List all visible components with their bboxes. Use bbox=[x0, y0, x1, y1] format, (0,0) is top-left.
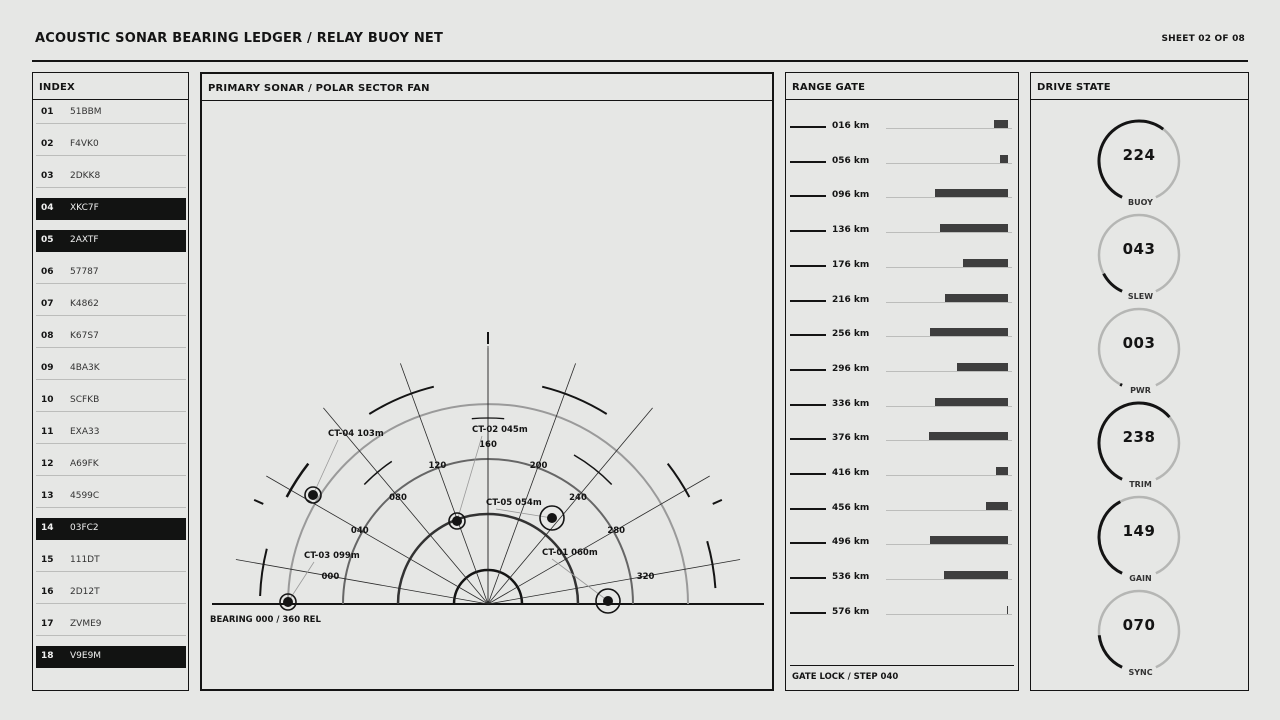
gate-row bbox=[786, 467, 1016, 481]
index-row-code: F4VK0 bbox=[70, 139, 99, 149]
index-row[interactable] bbox=[36, 262, 186, 284]
gate-label: 256 km bbox=[832, 329, 870, 340]
index-row-number: 03 bbox=[41, 171, 54, 181]
index-row-number: 17 bbox=[41, 619, 54, 629]
gate-label: 136 km bbox=[832, 225, 870, 236]
gauge-dial bbox=[1094, 210, 1184, 300]
index-row[interactable] bbox=[36, 326, 186, 348]
sector-arc bbox=[369, 387, 434, 414]
bearing-caption: BEARING 000 / 360 REL bbox=[210, 615, 321, 625]
index-row-number: 15 bbox=[41, 555, 54, 565]
gate-bar bbox=[945, 294, 1008, 302]
gate-track bbox=[886, 475, 1012, 476]
gate-tick bbox=[790, 577, 826, 579]
gauge-name: SYNC bbox=[1128, 668, 1153, 677]
index-row[interactable] bbox=[36, 454, 186, 476]
gate-label: 096 km bbox=[832, 190, 870, 201]
gate-track bbox=[886, 336, 1012, 337]
bearing-label: 080 bbox=[389, 492, 407, 503]
gate-label: 216 km bbox=[832, 294, 870, 305]
gate-track bbox=[886, 267, 1012, 268]
gauge-name: PWR bbox=[1130, 386, 1151, 395]
header-divider bbox=[32, 60, 1248, 62]
gate-bar bbox=[935, 189, 1008, 197]
gate-track bbox=[886, 163, 1012, 164]
gate-track bbox=[886, 579, 1012, 580]
gate-track bbox=[886, 128, 1012, 129]
contact-dot bbox=[308, 490, 318, 500]
gate-bar bbox=[1000, 155, 1008, 163]
gate-track bbox=[886, 544, 1012, 545]
index-row-code: A69FK bbox=[70, 459, 99, 469]
gauge-fill bbox=[1104, 274, 1122, 292]
index-row-code: V9E9M bbox=[70, 651, 102, 661]
gauge-value: 070 bbox=[1122, 616, 1156, 634]
index-row[interactable] bbox=[36, 550, 186, 572]
gate-track bbox=[886, 197, 1012, 198]
bearing-label: 160 bbox=[479, 440, 497, 450]
bearing-label: 320 bbox=[636, 572, 655, 583]
gate-tick bbox=[790, 265, 826, 267]
gate-track bbox=[886, 406, 1012, 407]
bearing-spoke bbox=[488, 363, 576, 604]
index-row-code: 2DKK8 bbox=[70, 171, 101, 181]
index-row[interactable] bbox=[36, 134, 186, 156]
index-row-number: 07 bbox=[41, 299, 54, 309]
contact-leader bbox=[552, 559, 608, 601]
sonar-title: PRIMARY SONAR / POLAR SECTOR FAN bbox=[202, 74, 772, 101]
gate-tick bbox=[790, 126, 826, 128]
gate-tick bbox=[790, 161, 826, 163]
gauge-dial bbox=[1094, 304, 1184, 394]
contact-dot bbox=[547, 513, 557, 523]
contact-label: CT-04 103m bbox=[328, 429, 384, 439]
gate-track bbox=[886, 302, 1012, 303]
gate-row bbox=[786, 294, 1016, 308]
range-gate-title: RANGE GATE bbox=[786, 73, 1018, 100]
gate-row bbox=[786, 606, 1016, 620]
gate-row bbox=[786, 120, 1016, 134]
gate-row bbox=[786, 259, 1016, 273]
sector-arc bbox=[260, 549, 267, 596]
range-gate-panel bbox=[785, 72, 1019, 691]
gate-bar bbox=[930, 328, 1008, 336]
gate-row bbox=[786, 536, 1016, 550]
gate-bar bbox=[930, 536, 1008, 544]
gauge-name: GAIN bbox=[1129, 574, 1152, 583]
index-row[interactable] bbox=[36, 582, 186, 604]
bearing-label: 040 bbox=[350, 526, 369, 536]
index-row-number: 08 bbox=[41, 331, 54, 341]
gate-lock-label: GATE LOCK / STEP 040 bbox=[792, 672, 899, 682]
gauge-name: SLEW bbox=[1127, 292, 1154, 301]
gate-bar bbox=[994, 120, 1008, 128]
gate-label: 296 km bbox=[832, 363, 870, 374]
gate-label: 376 km bbox=[832, 433, 870, 444]
gate-row bbox=[786, 432, 1016, 446]
gauge-value: 149 bbox=[1122, 522, 1156, 540]
gate-tick bbox=[790, 438, 826, 440]
gate-row bbox=[786, 363, 1016, 377]
gate-label: 336 km bbox=[832, 398, 870, 409]
gate-tick bbox=[790, 334, 826, 336]
bearing-label: 200 bbox=[529, 460, 548, 471]
gauge-dial bbox=[1094, 492, 1184, 582]
gate-label: 176 km bbox=[832, 259, 870, 270]
sector-arc bbox=[472, 418, 504, 419]
index-row-code: 2AXTF bbox=[70, 235, 99, 245]
sheet-indicator: SHEET 02 OF 08 bbox=[1161, 34, 1245, 44]
drive-state-panel bbox=[1030, 72, 1249, 691]
gate-track bbox=[886, 614, 1012, 615]
index-row-number: 14 bbox=[41, 523, 54, 533]
gauge-dial bbox=[1094, 586, 1184, 676]
index-row-code: 03FC2 bbox=[70, 523, 99, 533]
gate-label: 456 km bbox=[832, 502, 870, 513]
index-row-number: 05 bbox=[41, 235, 54, 245]
gate-tick bbox=[790, 300, 826, 302]
sonar-panel bbox=[200, 72, 774, 691]
contact-label: CT-02 045m bbox=[472, 425, 528, 435]
gate-track bbox=[886, 510, 1012, 511]
bearing-label: 120 bbox=[428, 460, 447, 471]
gauge-dial bbox=[1094, 398, 1184, 488]
index-row-code: 51BBM bbox=[70, 107, 102, 117]
index-row-number: 13 bbox=[41, 491, 54, 501]
gate-track bbox=[886, 371, 1012, 372]
index-row-number: 09 bbox=[41, 363, 54, 373]
index-row[interactable] bbox=[36, 646, 186, 668]
sector-arc bbox=[668, 464, 690, 497]
gate-tick bbox=[790, 508, 826, 510]
index-row[interactable] bbox=[36, 486, 186, 508]
gate-tick bbox=[790, 230, 826, 232]
gate-bar bbox=[986, 502, 1008, 510]
gate-tick bbox=[790, 473, 826, 475]
index-row[interactable] bbox=[36, 390, 186, 412]
gate-row bbox=[786, 155, 1016, 169]
index-row-number: 16 bbox=[41, 587, 54, 597]
contact-leader bbox=[457, 436, 482, 521]
gate-label: 576 km bbox=[832, 606, 870, 617]
index-row-number: 12 bbox=[41, 459, 54, 469]
index-row[interactable] bbox=[36, 102, 186, 124]
gate-row bbox=[786, 224, 1016, 238]
gauge-fill bbox=[1099, 635, 1122, 667]
sector-arc bbox=[574, 455, 612, 485]
gate-row bbox=[786, 571, 1016, 585]
gate-track bbox=[886, 232, 1012, 233]
drive-state-title: DRIVE STATE bbox=[1031, 73, 1248, 100]
gate-row bbox=[786, 189, 1016, 203]
index-row[interactable] bbox=[36, 518, 186, 540]
gauge-value: 238 bbox=[1122, 428, 1156, 446]
sector-tick bbox=[713, 500, 722, 504]
index-row-number: 04 bbox=[41, 203, 54, 213]
index-title: INDEX bbox=[33, 73, 188, 100]
range-footer-divider bbox=[790, 665, 1014, 666]
gate-bar bbox=[957, 363, 1008, 371]
gauge-name: BUOY bbox=[1128, 198, 1153, 207]
index-row-code: 57787 bbox=[70, 267, 99, 277]
polar-sector-fan bbox=[202, 74, 772, 689]
index-row-number: 10 bbox=[41, 395, 54, 405]
gate-tick bbox=[790, 369, 826, 371]
gate-label: 016 km bbox=[832, 121, 870, 131]
index-row[interactable] bbox=[36, 166, 186, 188]
gate-row bbox=[786, 328, 1016, 342]
contact-dot bbox=[452, 516, 462, 526]
gate-bar bbox=[944, 571, 1008, 579]
index-row-code: EXA33 bbox=[70, 427, 100, 437]
gauge-dial bbox=[1094, 116, 1184, 206]
index-row[interactable] bbox=[36, 358, 186, 380]
index-row-code: K4862 bbox=[70, 299, 99, 309]
index-row-number: 01 bbox=[41, 107, 54, 117]
index-row-code: 2D12T bbox=[70, 587, 100, 597]
gate-bar bbox=[963, 259, 1008, 267]
bearing-label: 280 bbox=[607, 526, 626, 536]
gate-row bbox=[786, 398, 1016, 412]
gate-label: 416 km bbox=[832, 468, 870, 478]
gate-bar bbox=[940, 224, 1008, 232]
index-row-number: 11 bbox=[41, 427, 54, 437]
index-row[interactable] bbox=[36, 294, 186, 316]
index-row-number: 18 bbox=[41, 651, 54, 661]
gate-bar bbox=[935, 398, 1008, 406]
gate-label: 056 km bbox=[832, 155, 870, 166]
index-row-code: 111DT bbox=[70, 555, 100, 565]
index-row-code: XKC7F bbox=[70, 203, 99, 213]
index-row-number: 02 bbox=[41, 139, 54, 149]
gate-bar bbox=[1007, 606, 1008, 614]
index-row[interactable] bbox=[36, 422, 186, 444]
gate-tick bbox=[790, 612, 826, 614]
page-title: ACOUSTIC SONAR BEARING LEDGER / RELAY BUOY NET bbox=[35, 31, 444, 46]
contact-label: CT-01 060m bbox=[542, 548, 598, 558]
index-row[interactable] bbox=[36, 230, 186, 252]
gauge-value: 043 bbox=[1122, 240, 1156, 258]
sector-arc bbox=[542, 387, 607, 414]
contact-label: CT-03 099m bbox=[304, 551, 360, 561]
gate-bar bbox=[996, 467, 1008, 475]
index-row-code: K67S7 bbox=[70, 331, 99, 341]
gate-row bbox=[786, 502, 1016, 516]
bearing-spoke bbox=[400, 363, 488, 604]
bearing-label: 000 bbox=[321, 572, 340, 583]
gauge-value: 003 bbox=[1122, 334, 1156, 352]
gate-tick bbox=[790, 195, 826, 197]
gate-label: 536 km bbox=[832, 572, 870, 583]
gate-tick bbox=[790, 542, 826, 544]
gate-bar bbox=[929, 432, 1008, 440]
contact-dot bbox=[283, 597, 293, 607]
index-row[interactable] bbox=[36, 198, 186, 220]
index-row-number: 06 bbox=[41, 267, 54, 277]
index-row-code: ZVME9 bbox=[70, 619, 102, 629]
bearing-label: 240 bbox=[569, 492, 587, 503]
index-row-code: 4599C bbox=[70, 491, 100, 501]
gate-label: 496 km bbox=[832, 537, 870, 548]
contact-label: CT-05 054m bbox=[486, 498, 542, 508]
gate-tick bbox=[790, 404, 826, 406]
index-row[interactable] bbox=[36, 614, 186, 636]
index-row-code: SCFKB bbox=[70, 395, 100, 405]
gauge-name: TRIM bbox=[1129, 480, 1152, 489]
gate-track bbox=[886, 440, 1012, 441]
contact-dot bbox=[603, 596, 613, 606]
gauge-value: 224 bbox=[1122, 146, 1156, 164]
index-panel bbox=[32, 72, 189, 691]
index-row-code: 4BA3K bbox=[70, 363, 100, 373]
sector-tick bbox=[254, 500, 263, 504]
